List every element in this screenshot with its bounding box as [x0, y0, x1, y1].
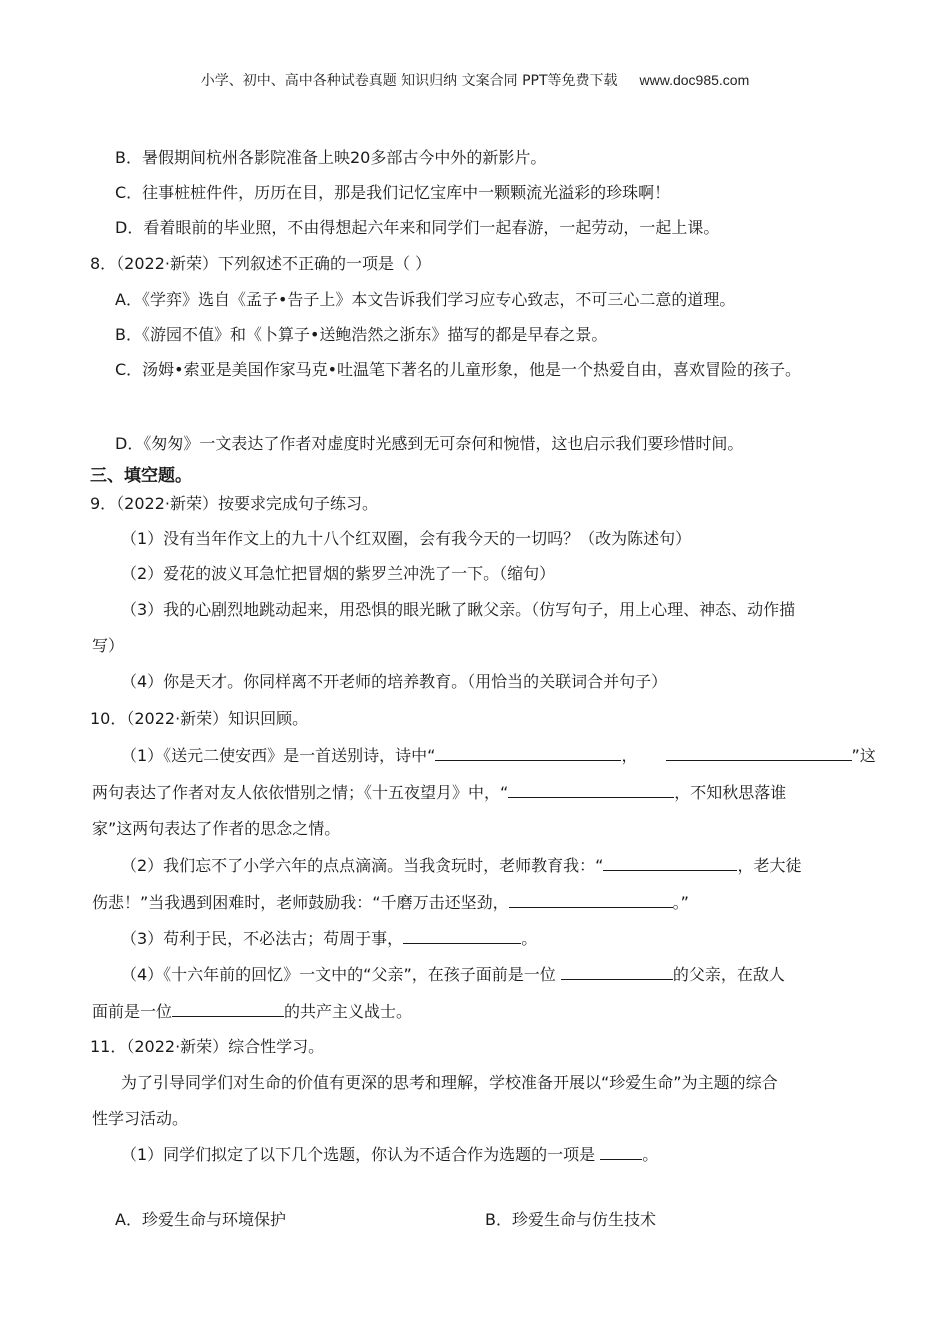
q10-p1-text-e: ，不知秋思落谁 — [674, 783, 787, 802]
q11-stem: 11．（2022·新荣）综合性学习。 — [90, 1037, 325, 1056]
header-text: 小学、初中、高中各种试卷真题 知识归纳 文案合同 PPT等免费下载 — [200, 73, 618, 89]
q10-p4-text-b: 的父亲，在敌人 — [672, 965, 785, 984]
q9-part3-line1: （3）我的心剧烈地跳动起来，用恐惧的眼光瞅了瞅父亲。（仿写句子，用上心理、神态、动作描 — [121, 600, 796, 619]
q10-part4-line1 — [121, 963, 785, 986]
q10-p3-text-b: 。 — [521, 929, 538, 948]
q10-blank-3[interactable] — [508, 781, 674, 798]
q7-option-c: C．往事桩桩件件，历历在目，那是我们记忆宝库中一颗颗流光溢彩的珍珠啊！ — [115, 183, 671, 202]
q8-stem: 8．（2022·新荣）下列叙述不正确的一项是（ ） — [90, 254, 432, 273]
q9-part2: （2）爱花的波义耳急忙把冒烟的紫罗兰冲洗了一下。（缩句） — [121, 564, 556, 583]
q10-part2-line1 — [121, 854, 802, 877]
q10-part3 — [121, 927, 537, 950]
q10-blank-2[interactable] — [666, 744, 852, 761]
q11-blank[interactable] — [600, 1143, 642, 1160]
q8-option-c: C．汤姆•索亚是美国作家马克•吐温笔下著名的儿童形象，他是一个热爱自由，喜欢冒险的孩子。 — [115, 360, 802, 379]
q11-p1-text-a: （1）同学们拟定了以下几个选题，你认为不适合作为选题的一项是 — [121, 1145, 601, 1164]
q9-stem: 9．（2022·新荣）按要求完成句子练习。 — [90, 494, 378, 513]
section-heading: 三、填空题。 — [90, 466, 192, 486]
q10-p2-text-a: （2）我们忘不了小学六年的点点滴滴。当我贪玩时，老师教育我：“ — [121, 856, 604, 875]
q10-blank-5[interactable] — [509, 891, 673, 908]
q8-option-b: B．《游园不值》和《卜算子•送鲍浩然之浙东》描写的都是早春之景。 — [115, 325, 608, 344]
q11-p1-text-b: 。 — [642, 1145, 659, 1164]
q10-p3-text-a: （3）苟利于民，不必法古；苟周于事， — [121, 929, 404, 948]
q10-p2-text-c: 伤悲！”当我遇到困难时，老师鼓励我：“千磨万击还坚劲， — [92, 893, 509, 912]
q10-blank-8[interactable] — [172, 1000, 284, 1017]
q10-stem: 10．（2022·新荣）知识回顾。 — [90, 709, 309, 728]
q10-p4-text-a: （4）《十六年前的回忆》一文中的“父亲”，在孩子面前是一位 — [121, 965, 561, 984]
q10-p4-text-d: 的共产主义战士。 — [284, 1002, 413, 1021]
q9-part1: （1）没有当年作文上的九十八个红双圈，会有我今天的一切吗？（改为陈述句） — [121, 529, 692, 548]
q10-part1-line2 — [92, 781, 786, 804]
q11-intro-line1: 为了引导同学们对生命的价值有更深的思考和理解，学校准备开展以“珍爱生命”为主题的综合 — [121, 1073, 778, 1092]
q10-part1-line1 — [121, 744, 876, 767]
q8-option-d: D．《匆匆》一文表达了作者对虚度时光感到无可奈何和惋惜，这也启示我们要珍惜时间。 — [115, 434, 744, 453]
q10-p1-text-d: 两句表达了作者对友人依依惜别之情；《十五夜望月》中，“ — [92, 783, 509, 802]
q10-p2-text-b: ，老大徒 — [737, 856, 802, 875]
q10-blank-4[interactable] — [603, 854, 737, 871]
q10-part1-line3: 家”这两句表达了作者的思念之情。 — [92, 819, 341, 838]
q9-part3-line2: 写） — [92, 636, 125, 655]
q10-p2-text-d: 。” — [672, 893, 689, 912]
q11-part1 — [121, 1143, 658, 1166]
q11-option-b: B．珍爱生命与仿生技术 — [485, 1210, 656, 1229]
q10-part2-line2 — [92, 891, 689, 914]
q9-part4: （4）你是天才。你同样离不开老师的培养教育。（用恰当的关联词合并句子） — [121, 672, 668, 691]
q10-blank-1[interactable] — [435, 744, 621, 761]
q8-option-a: A．《学弈》选自《孟子•告子上》本文告诉我们学习应专心致志，不可三心二意的道理。 — [115, 290, 736, 309]
q11-option-a: A．珍爱生命与环境保护 — [115, 1210, 286, 1229]
q10-p1-text-a: （1）《送元二使安西》是一首送别诗，诗中“ — [121, 746, 436, 765]
q11-intro-line2: 性学习活动。 — [92, 1109, 189, 1128]
q10-p1-text-c: ”这 — [851, 746, 876, 765]
q10-blank-6[interactable] — [403, 927, 521, 944]
q10-p1-text-b: ， — [621, 746, 638, 765]
q10-p4-text-c: 面前是一位 — [92, 1002, 173, 1021]
header-url[interactable]: www.doc985.com — [639, 72, 750, 88]
q7-option-d: D．看着眼前的毕业照，不由得想起六年来和同学们一起春游，一起劳动，一起上课。 — [115, 218, 720, 237]
q10-blank-7[interactable] — [561, 963, 673, 980]
q7-option-b: B．暑假期间杭州各影院准备上映20多部古今中外的新影片。 — [115, 148, 547, 167]
q10-part4-line2 — [92, 1000, 412, 1023]
page-header — [0, 69, 950, 92]
